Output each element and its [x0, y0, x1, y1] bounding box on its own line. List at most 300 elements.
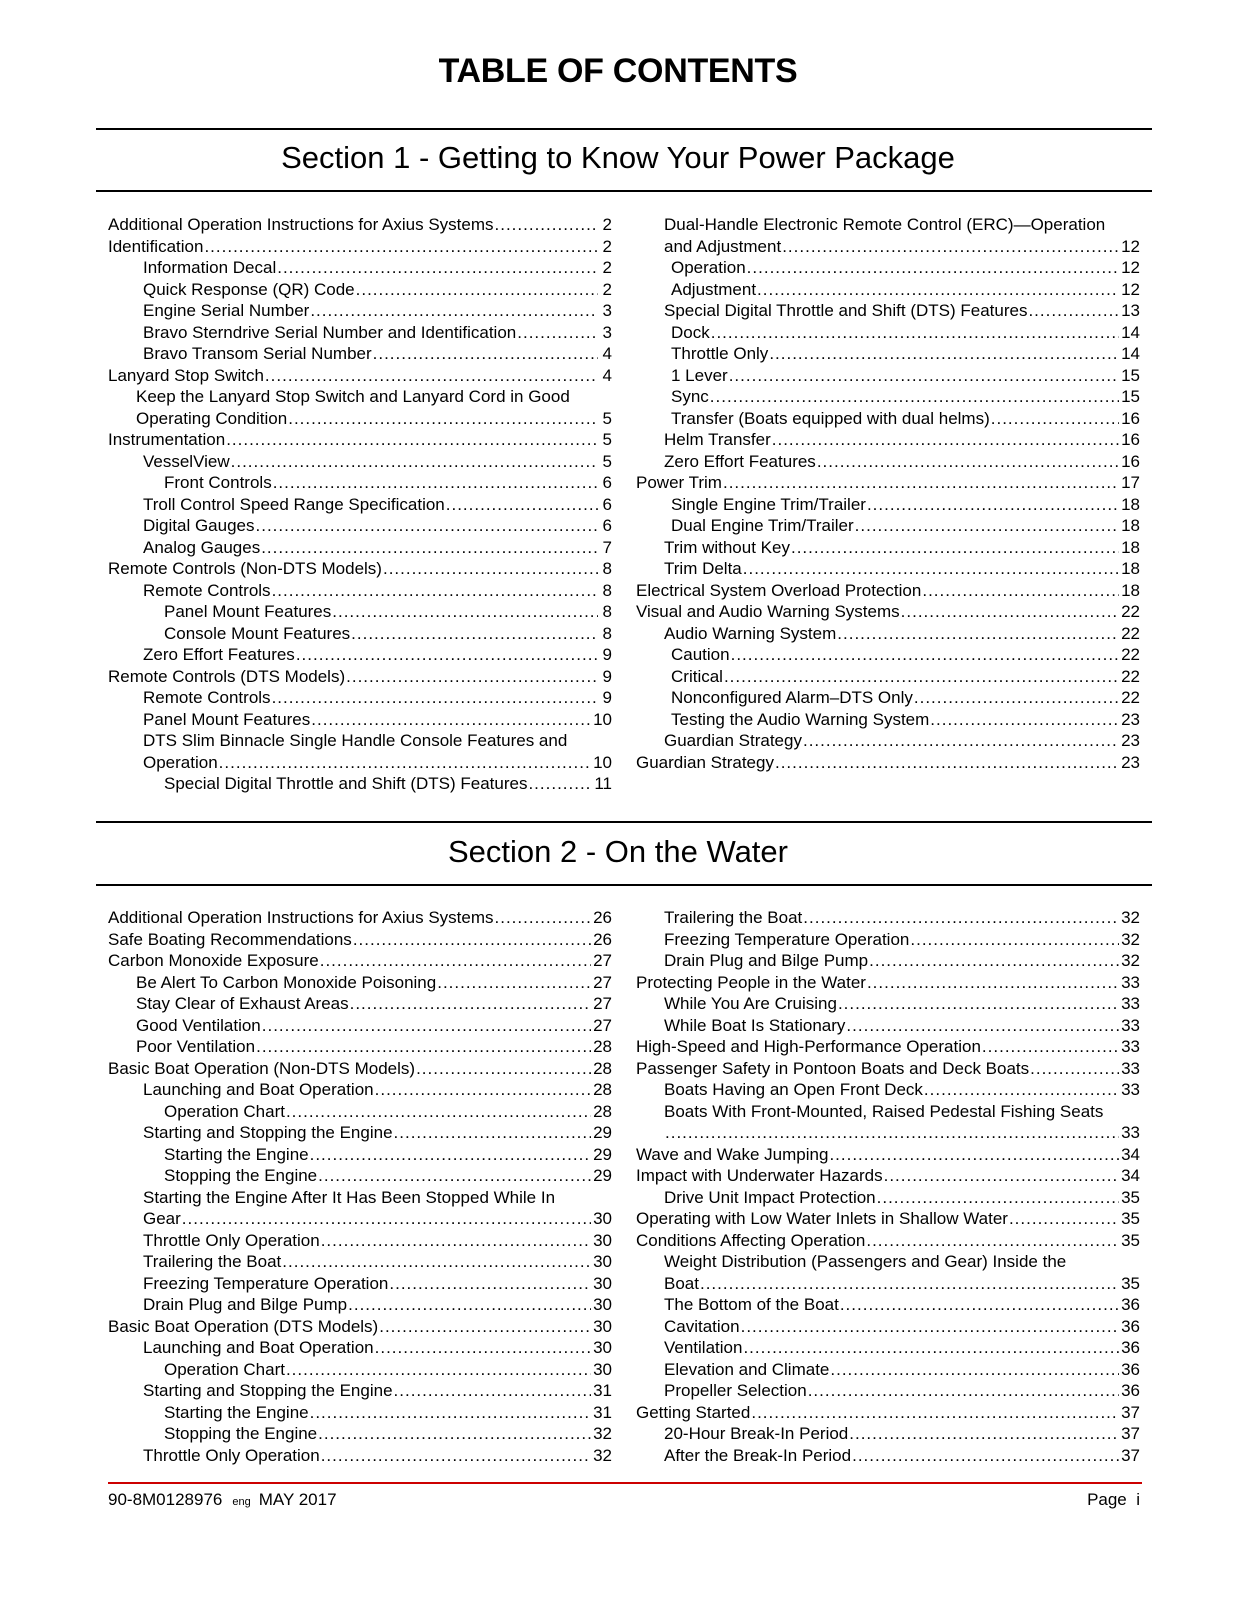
toc-entry[interactable]: [636, 472, 1140, 494]
section-1-top-rule: [96, 128, 1152, 130]
toc-entry[interactable]: [636, 580, 1140, 602]
dot-leader: [517, 322, 598, 344]
toc-entry[interactable]: [636, 1337, 1140, 1359]
toc-entry[interactable]: [636, 1122, 1140, 1144]
toc-entry-page: 12: [1121, 236, 1140, 256]
toc-entry-page: 28: [593, 1058, 612, 1078]
toc-entry-title: 20-Hour Break-In Period: [664, 1424, 849, 1443]
toc-entry-page: 2: [602, 258, 612, 277]
toc-entry-title: Keep the Lanyard Stop Switch and Lanyard Cord in Good: [136, 387, 570, 406]
toc-entry-page: 17: [1121, 473, 1140, 492]
section-1-left-column: [108, 214, 612, 795]
toc-entry-title: Digital Gauges: [143, 516, 255, 535]
toc-entry[interactable]: [108, 386, 612, 408]
toc-entry[interactable]: [636, 1058, 1140, 1080]
toc-entry[interactable]: [636, 494, 1140, 516]
doc-number: 90-8M0128976: [108, 1490, 223, 1509]
dot-leader: [394, 1122, 592, 1144]
toc-entry[interactable]: [108, 1337, 612, 1359]
dot-leader: [320, 950, 591, 972]
dot-leader: [261, 537, 598, 559]
toc-entry-page: 36: [1121, 1381, 1140, 1400]
toc-entry-page: 10: [593, 752, 612, 772]
toc-entry-page: 6: [602, 494, 612, 514]
toc-entry[interactable]: [108, 214, 612, 236]
toc-entry[interactable]: [108, 709, 612, 731]
toc-entry[interactable]: [108, 929, 612, 951]
toc-entry[interactable]: [108, 279, 612, 301]
toc-entry[interactable]: [636, 558, 1140, 580]
toc-entry-title: Front Controls: [164, 473, 272, 492]
dot-leader: [846, 1015, 1119, 1037]
dot-leader: [356, 279, 598, 301]
toc-entry-title: Impact with Underwater Hazards: [636, 1166, 883, 1185]
toc-entry[interactable]: [108, 537, 612, 559]
toc-entry[interactable]: [108, 236, 612, 258]
dot-leader: [346, 666, 598, 688]
toc-entry-title: Freezing Temperature Operation: [143, 1273, 389, 1293]
toc-entry[interactable]: [108, 907, 612, 929]
toc-entry-page: 33: [1121, 994, 1140, 1013]
dot-leader: [321, 1230, 591, 1252]
toc-entry-page: 18: [1121, 494, 1140, 514]
toc-entry[interactable]: [636, 1380, 1140, 1402]
toc-entry-title: Lanyard Stop Switch: [108, 365, 264, 385]
toc-entry[interactable]: [636, 214, 1140, 236]
dot-leader: [182, 1208, 591, 1230]
toc-entry-page: 22: [1121, 666, 1140, 686]
toc-entry[interactable]: [108, 494, 612, 516]
toc-entry[interactable]: [108, 666, 612, 688]
toc-entry[interactable]: [636, 1294, 1140, 1316]
dot-leader: [383, 558, 598, 580]
toc-entry[interactable]: [108, 408, 612, 430]
toc-entry-title: Stopping the Engine: [164, 1424, 318, 1443]
toc-entry-title: Throttle Only Operation: [143, 1445, 320, 1465]
dot-leader: [711, 322, 1119, 344]
toc-entry-page: 36: [1121, 1295, 1140, 1314]
toc-entry-page: 36: [1121, 1338, 1140, 1357]
dot-leader: [803, 907, 1119, 929]
toc-entry-page: 30: [593, 1338, 612, 1357]
toc-entry[interactable]: [108, 1036, 612, 1058]
toc-entry-page: 36: [1121, 1316, 1140, 1336]
dot-leader: [311, 709, 591, 731]
toc-entry[interactable]: [636, 279, 1140, 301]
toc-entry[interactable]: [636, 236, 1140, 258]
toc-entry-page: 9: [602, 645, 612, 664]
toc-entry-page: 16: [1121, 430, 1140, 449]
dot-leader: [321, 1445, 591, 1467]
toc-entry-page: 35: [1121, 1273, 1140, 1293]
toc-entry-title: Basic Boat Operation (DTS Models): [108, 1316, 379, 1336]
dot-leader: [884, 1165, 1119, 1187]
toc-entry[interactable]: [108, 1058, 612, 1080]
toc-entry[interactable]: [636, 1208, 1140, 1230]
dot-leader: [910, 929, 1119, 951]
dot-leader: [808, 1380, 1119, 1402]
toc-entry-title: Getting Started: [636, 1402, 751, 1422]
dot-leader: [982, 1036, 1119, 1058]
dot-leader: [389, 1273, 591, 1295]
toc-entry-page: 32: [593, 1445, 612, 1465]
toc-entry[interactable]: [108, 1273, 612, 1295]
toc-entry[interactable]: [636, 752, 1140, 774]
toc-entry-title: and Adjustment: [664, 236, 782, 256]
toc-entry[interactable]: [108, 773, 612, 795]
toc-entry[interactable]: [636, 666, 1140, 688]
toc-entry-title: Operation: [671, 258, 746, 277]
dot-leader: [852, 1445, 1119, 1467]
dot-leader: [296, 644, 598, 666]
toc-entry-page: 32: [1121, 929, 1140, 949]
toc-entry-title: Throttle Only Operation: [143, 1230, 320, 1250]
toc-entry-title: VesselView: [143, 451, 230, 471]
section-2-bottom-rule: [96, 884, 1152, 886]
dot-leader: [375, 1079, 591, 1101]
toc-entry[interactable]: [636, 1402, 1140, 1424]
toc-entry[interactable]: [108, 687, 612, 709]
dot-leader: [1009, 1208, 1119, 1230]
dot-leader: [350, 993, 591, 1015]
toc-entry[interactable]: [108, 1423, 612, 1445]
toc-entry-page: 33: [1121, 1015, 1140, 1035]
toc-entry[interactable]: [636, 730, 1140, 752]
toc-entry[interactable]: [108, 1359, 612, 1381]
toc-entry[interactable]: [636, 1101, 1140, 1123]
toc-entry[interactable]: [108, 644, 612, 666]
toc-entry-page: 2: [602, 236, 612, 256]
dot-leader: [924, 1079, 1119, 1101]
dot-leader: [849, 1423, 1119, 1445]
toc-entry[interactable]: [108, 1165, 612, 1187]
toc-entry[interactable]: [636, 709, 1140, 731]
toc-entry-title: Bravo Sterndrive Serial Number and Identification: [143, 322, 517, 342]
toc-entry[interactable]: [636, 1079, 1140, 1101]
toc-entry-page: 14: [1121, 344, 1140, 363]
toc-entry-page: 6: [602, 473, 612, 492]
toc-entry-title: Engine Serial Number: [143, 301, 310, 320]
toc-entry[interactable]: [636, 386, 1140, 408]
dot-leader: [791, 537, 1119, 559]
toc-entry-title: Information Decal: [143, 258, 277, 277]
toc-entry-title: Power Trim: [636, 473, 722, 492]
toc-entry[interactable]: [108, 1122, 612, 1144]
toc-entry-page: 32: [1121, 951, 1140, 970]
dot-leader: [286, 1101, 591, 1123]
toc-entry[interactable]: [636, 623, 1140, 645]
toc-entry[interactable]: [108, 1445, 612, 1467]
toc-entry-title: Trim without Key: [664, 537, 790, 557]
toc-entry-title: Carbon Monoxide Exposure: [108, 951, 319, 970]
dot-leader: [901, 601, 1119, 623]
toc-entry[interactable]: [636, 515, 1140, 537]
toc-entry-title: Drain Plug and Bilge Pump: [664, 951, 869, 970]
toc-entry[interactable]: [108, 730, 612, 752]
toc-entry-page: 8: [602, 602, 612, 621]
toc-entry[interactable]: [636, 972, 1140, 994]
toc-entry-page: 34: [1121, 1166, 1140, 1185]
toc-entry[interactable]: [636, 1251, 1140, 1273]
dot-leader: [318, 1165, 591, 1187]
toc-entry-page: 23: [1121, 731, 1140, 750]
toc-entry[interactable]: [108, 257, 612, 279]
page-number: Page i: [1087, 1490, 1140, 1509]
dot-leader: [286, 1359, 591, 1381]
toc-entry[interactable]: [108, 300, 612, 322]
toc-entry-title: The Bottom of the Boat: [664, 1295, 839, 1314]
toc-entry[interactable]: [108, 752, 612, 774]
toc-entry[interactable]: [108, 601, 612, 623]
section-1-bottom-rule: [96, 190, 1152, 192]
toc-entry-page: 30: [593, 1295, 612, 1314]
toc-entry[interactable]: [636, 1423, 1140, 1445]
toc-entry-page: 16: [1121, 451, 1140, 471]
toc-entry-title: Visual and Audio Warning Systems: [636, 602, 900, 621]
toc-entry[interactable]: [108, 1294, 612, 1316]
publication-date: MAY 2017: [258, 1490, 337, 1509]
toc-entry[interactable]: [636, 907, 1140, 929]
dot-leader: [310, 300, 598, 322]
toc-entry-title: Console Mount Features: [164, 623, 351, 643]
toc-entry[interactable]: [108, 1187, 612, 1209]
toc-entry[interactable]: [636, 1144, 1140, 1166]
toc-entry-page: 35: [1121, 1230, 1140, 1250]
toc-entry-title: Dual Engine Trim/Trailer: [671, 516, 854, 535]
toc-entry-page: 3: [602, 322, 612, 342]
toc-entry[interactable]: [108, 1380, 612, 1402]
toc-entry[interactable]: [636, 1187, 1140, 1209]
toc-entry-title: Propeller Selection: [664, 1381, 807, 1400]
toc-entry[interactable]: [636, 1316, 1140, 1338]
toc-entry-title: Drive Unit Impact Protection: [664, 1187, 876, 1207]
toc-entry-title: Caution: [671, 645, 730, 664]
toc-entry[interactable]: [636, 993, 1140, 1015]
toc-entry-page: 18: [1121, 580, 1140, 600]
toc-entry-page: 35: [1121, 1209, 1140, 1228]
toc-entry[interactable]: [636, 429, 1140, 451]
dot-leader: [729, 365, 1119, 387]
toc-entry-title: Zero Effort Features: [143, 645, 295, 664]
dot-leader: [723, 472, 1119, 494]
toc-entry-title: DTS Slim Binnacle Single Handle Console Features and: [143, 731, 568, 750]
dot-leader: [437, 972, 591, 994]
toc-entry-page: 33: [1121, 1037, 1140, 1056]
toc-entry-title: Remote Controls (DTS Models): [108, 666, 346, 686]
toc-entry-page: 29: [593, 1166, 612, 1185]
toc-entry-title: Remote Controls: [143, 580, 271, 600]
toc-entry-title: Freezing Temperature Operation: [664, 929, 910, 949]
dot-leader: [394, 1380, 592, 1402]
dot-leader: [829, 1144, 1119, 1166]
toc-entry[interactable]: [108, 322, 612, 344]
toc-entry-page: 28: [593, 1080, 612, 1099]
toc-entry[interactable]: [108, 950, 612, 972]
toc-entry[interactable]: [636, 537, 1140, 559]
toc-entry[interactable]: [636, 343, 1140, 365]
toc-entry-page: 28: [593, 1101, 612, 1121]
dot-leader: [731, 644, 1119, 666]
toc-entry-title: Special Digital Throttle and Shift (DTS) Features: [664, 301, 1028, 320]
toc-entry-title: Operating with Low Water Inlets in Shallow Water: [636, 1209, 1008, 1228]
toc-entry-title: Zero Effort Features: [664, 451, 816, 471]
toc-entry-page: 15: [1121, 365, 1140, 385]
toc-entry[interactable]: [108, 993, 612, 1015]
toc-entry-title: While You Are Cruising: [664, 994, 837, 1013]
toc-entry-title: Operation Chart: [164, 1359, 285, 1379]
toc-entry-page: 27: [593, 972, 612, 992]
toc-entry[interactable]: [636, 1273, 1140, 1295]
toc-entry[interactable]: [108, 1251, 612, 1273]
toc-entry[interactable]: [108, 1015, 612, 1037]
toc-entry-title: Basic Boat Operation (Non-DTS Models): [108, 1058, 416, 1078]
toc-entry-title: Cavitation: [664, 1316, 740, 1336]
toc-entry-page: 33: [1121, 1058, 1140, 1078]
section-2-left-column: [108, 907, 612, 1466]
toc-entry[interactable]: [636, 300, 1140, 322]
toc-entry-page: 18: [1121, 537, 1140, 557]
dot-leader: [1028, 300, 1119, 322]
dot-leader: [375, 1337, 591, 1359]
toc-entry[interactable]: [108, 1079, 612, 1101]
section-2-right-column: [636, 907, 1140, 1466]
toc-entry[interactable]: [108, 1316, 612, 1338]
dot-leader: [373, 343, 598, 365]
toc-entry-title: Remote Controls (Non-DTS Models): [108, 559, 382, 578]
toc-entry-page: 37: [1121, 1445, 1140, 1465]
dot-leader: [262, 1015, 591, 1037]
section-2-heading: Section 2 - On the Water: [447, 834, 788, 869]
toc-entry-title: Starting the Engine: [164, 1402, 309, 1422]
toc-entry-page: 7: [602, 537, 612, 557]
toc-entry-title: Launching and Boat Operation: [143, 1338, 374, 1357]
toc-entry[interactable]: [108, 623, 612, 645]
toc-entry[interactable]: [636, 1230, 1140, 1252]
toc-entry[interactable]: [108, 451, 612, 473]
toc-entry-page: 26: [593, 929, 612, 949]
toc-entry[interactable]: [108, 972, 612, 994]
dot-leader: [867, 494, 1119, 516]
dot-leader: [838, 993, 1119, 1015]
toc-entry-page: 36: [1121, 1359, 1140, 1379]
toc-entry-title: Protecting People in the Water: [636, 972, 866, 992]
toc-entry[interactable]: [636, 950, 1140, 972]
toc-entry-page: 30: [593, 1359, 612, 1379]
toc-entry-title: Elevation and Climate: [664, 1359, 830, 1379]
toc-entry[interactable]: [636, 322, 1140, 344]
toc-entry-page: 8: [602, 580, 612, 600]
dot-leader: [1030, 1058, 1119, 1080]
toc-entry[interactable]: [636, 1165, 1140, 1187]
toc-entry[interactable]: [108, 365, 612, 387]
toc-entry[interactable]: [636, 1445, 1140, 1467]
toc-entry[interactable]: [636, 929, 1140, 951]
dot-leader: [724, 666, 1119, 688]
toc-entry-title: Analog Gauges: [143, 537, 261, 557]
toc-entry-title: Be Alert To Carbon Monoxide Poisoning: [136, 972, 437, 992]
toc-entry-page: 23: [1121, 709, 1140, 729]
dot-leader: [256, 515, 598, 537]
toc-entry-page: 37: [1121, 1402, 1140, 1422]
section-1-right-column: [636, 214, 1140, 773]
dot-leader: [757, 279, 1119, 301]
dot-leader: [866, 1230, 1119, 1252]
toc-entry[interactable]: [108, 343, 612, 365]
toc-entry[interactable]: [636, 1015, 1140, 1037]
toc-entry-title: Guardian Strategy: [664, 731, 802, 750]
toc-entry[interactable]: [636, 687, 1140, 709]
dot-leader: [272, 687, 598, 709]
toc-entry[interactable]: [108, 1230, 612, 1252]
toc-entry[interactable]: [636, 1359, 1140, 1381]
toc-entry[interactable]: [108, 472, 612, 494]
toc-entry[interactable]: [108, 1208, 612, 1230]
dot-leader: [991, 408, 1119, 430]
dot-leader: [743, 558, 1119, 580]
dot-leader: [869, 950, 1119, 972]
dot-leader: [231, 451, 598, 473]
toc-entry-title: Single Engine Trim/Trailer: [671, 494, 866, 514]
toc-entry-page: 22: [1121, 623, 1140, 643]
dot-leader: [495, 214, 598, 236]
toc-entry-page: 13: [1121, 301, 1140, 320]
toc-entry-page: 12: [1121, 279, 1140, 299]
toc-entry-title: Starting the Engine After It Has Been Stopped While In: [143, 1187, 556, 1207]
toc-entry[interactable]: [636, 1036, 1140, 1058]
toc-entry[interactable]: [108, 1402, 612, 1424]
toc-entry-title: Starting the Engine: [164, 1144, 309, 1164]
toc-entry-title: Special Digital Throttle and Shift (DTS) Features: [164, 774, 528, 793]
dot-leader: [743, 1337, 1119, 1359]
dot-leader: [277, 257, 598, 279]
toc-entry-page: 27: [593, 994, 612, 1013]
toc-entry[interactable]: [636, 408, 1140, 430]
toc-entry-title: Operating Condition: [136, 408, 288, 428]
toc-entry[interactable]: [108, 515, 612, 537]
toc-entry-title: Gear: [143, 1209, 181, 1228]
toc-entry[interactable]: [108, 1101, 612, 1123]
toc-entry[interactable]: [108, 580, 612, 602]
toc-entry-title: High-Speed and High-Performance Operation: [636, 1037, 981, 1056]
toc-entry-page: 11: [594, 774, 612, 793]
toc-entry-title: Panel Mount Features: [164, 602, 332, 621]
toc-entry-page: 30: [593, 1316, 612, 1336]
toc-entry-title: Operation: [143, 752, 218, 772]
toc-entry-title: Stopping the Engine: [164, 1166, 318, 1185]
toc-entry[interactable]: [108, 558, 612, 580]
toc-entry-page: 27: [593, 951, 612, 970]
toc-entry[interactable]: [636, 365, 1140, 387]
toc-entry[interactable]: [636, 451, 1140, 473]
toc-entry-page: 27: [593, 1015, 612, 1035]
toc-entry-title: Quick Response (QR) Code: [143, 279, 355, 299]
toc-entry-page: 2: [602, 279, 612, 299]
dot-leader: [817, 451, 1119, 473]
toc-entry-page: 4: [602, 365, 612, 385]
toc-entry[interactable]: [636, 644, 1140, 666]
toc-entry-title: Transfer (Boats equipped with dual helms): [671, 408, 990, 428]
toc-entry[interactable]: [108, 1144, 612, 1166]
dot-leader: [769, 343, 1119, 365]
toc-entry-title: Trailering the Boat: [664, 908, 803, 927]
dot-leader: [318, 1423, 591, 1445]
dot-leader: [288, 408, 598, 430]
toc-entry[interactable]: [636, 257, 1140, 279]
dot-leader: [353, 929, 591, 951]
toc-entry[interactable]: [108, 429, 612, 451]
toc-entry-page: 33: [1121, 1123, 1140, 1142]
toc-entry[interactable]: [636, 601, 1140, 623]
